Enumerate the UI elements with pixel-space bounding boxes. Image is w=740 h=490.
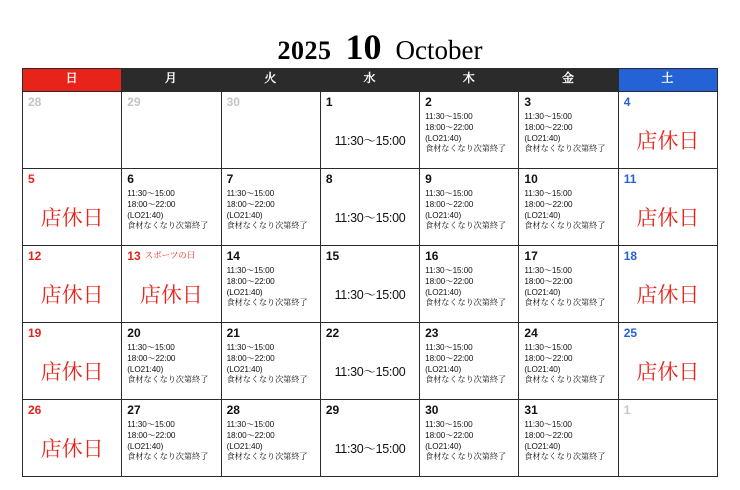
hours-last-order: (LO21:40) (425, 133, 462, 143)
day-number: 13 (127, 249, 141, 263)
calendar-day-cell[interactable] (618, 400, 717, 477)
hours-lunch: 11:30～15:00 (524, 189, 572, 198)
weekday-header-wednesday: 水 (320, 69, 419, 92)
hours-last-order: (LO21:40) (226, 441, 263, 451)
day-number: 7 (226, 172, 234, 186)
hours-lunch: 11:30～15:00 (127, 343, 175, 352)
calendar-day-cell[interactable] (122, 323, 221, 400)
calendar-day-cell[interactable] (519, 246, 618, 323)
day-number: 6 (127, 172, 134, 186)
hours-lunch: 11:30～15:00 (524, 112, 572, 121)
calendar-day-cell[interactable] (23, 246, 122, 323)
holiday-label: スポーツの日 (144, 250, 196, 260)
weekday-header-sunday: 日 (23, 69, 122, 92)
day-number: 28 (28, 95, 42, 109)
hours-lunch: 11:30～15:00 (524, 266, 572, 275)
hours-lunch: 11:30～15:00 (226, 343, 275, 352)
day-number: 30 (425, 403, 439, 417)
lunch-only-hours: 11:30～15:00 (334, 211, 406, 225)
hours-last-order: (LO21:40) (425, 441, 462, 451)
day-number: 17 (524, 249, 538, 263)
hours-note: 食材なくなり次第終了 (425, 221, 507, 231)
calendar-day-cell[interactable] (618, 246, 717, 323)
hours-dinner: 18:00～22:00 (425, 430, 474, 440)
calendar-body (23, 92, 718, 477)
day-number: 2 (425, 95, 432, 109)
day-number: 25 (623, 326, 638, 340)
day-number: 28 (226, 403, 240, 417)
day-number: 9 (425, 172, 432, 186)
hours-dinner: 18:00～22:00 (226, 199, 275, 209)
calendar-day-cell[interactable] (23, 400, 122, 477)
business-hours (420, 419, 518, 463)
calendar-day-cell[interactable] (320, 323, 419, 400)
weekday-header-friday: 金 (519, 69, 618, 92)
hours-lunch: 11:30～15:00 (425, 343, 473, 352)
closed-notice: 店休日 (636, 206, 700, 230)
day-number: 4 (623, 95, 631, 109)
business-hours (420, 265, 518, 309)
calendar-day-cell[interactable] (420, 323, 519, 400)
calendar-week-row (23, 400, 718, 477)
calendar-day-cell[interactable] (618, 92, 717, 169)
hours-note: 食材なくなり次第終了 (226, 298, 308, 308)
day-number: 21 (226, 326, 240, 340)
hours-dinner: 18:00～22:00 (425, 276, 474, 286)
hours-note: 食材なくなり次第終了 (226, 452, 308, 462)
day-number: 22 (325, 326, 340, 340)
business-hours (420, 188, 518, 232)
calendar-day-cell[interactable] (618, 323, 717, 400)
calendar-week-row (23, 169, 718, 246)
lunch-only-hours: 11:30～15:00 (334, 134, 406, 148)
calendar-day-cell[interactable] (420, 400, 519, 477)
calendar-day-cell[interactable] (420, 92, 519, 169)
hours-last-order: (LO21:40) (524, 441, 561, 451)
hours-dinner: 18:00～22:00 (127, 199, 176, 209)
calendar-day-cell[interactable] (221, 92, 320, 169)
hours-note: 食材なくなり次第終了 (524, 221, 606, 231)
day-number: 24 (524, 326, 538, 340)
hours-last-order: (LO21:40) (425, 287, 462, 297)
day-number: 29 (325, 403, 340, 417)
day-number: 27 (127, 403, 141, 417)
hours-note: 食材なくなり次第終了 (524, 452, 606, 462)
hours-lunch: 11:30～15:00 (226, 420, 275, 429)
hours-lunch: 11:30～15:00 (425, 189, 473, 198)
hours-last-order: (LO21:40) (524, 364, 561, 374)
calendar-day-cell[interactable] (221, 323, 320, 400)
business-hours (122, 419, 220, 463)
title-month-number: 10 (345, 27, 382, 67)
day-number: 1 (325, 95, 333, 109)
weekday-header-row (23, 69, 718, 92)
day-number: 12 (28, 249, 42, 263)
hours-last-order: (LO21:40) (226, 364, 263, 374)
business-hours (222, 188, 320, 232)
weekday-header-thursday: 木 (420, 69, 519, 92)
calendar-day-cell[interactable] (23, 323, 122, 400)
calendar-day-cell[interactable] (221, 400, 320, 477)
hours-note: 食材なくなり次第終了 (127, 375, 209, 385)
lunch-only-hours: 11:30～15:00 (334, 288, 406, 302)
day-number: 29 (127, 95, 141, 109)
closed-notice: 店休日 (636, 360, 700, 384)
hours-last-order: (LO21:40) (524, 287, 561, 297)
calendar-day-cell[interactable] (122, 169, 221, 246)
business-hours (122, 342, 220, 386)
business-hours (222, 342, 320, 386)
calendar-day-cell[interactable] (320, 400, 419, 477)
hours-last-order: (LO21:40) (226, 287, 263, 297)
hours-last-order: (LO21:40) (524, 210, 561, 220)
hours-last-order: (LO21:40) (127, 364, 164, 374)
hours-note: 食材なくなり次第終了 (524, 375, 606, 385)
calendar-week-row (23, 92, 718, 169)
closed-notice: 店休日 (40, 283, 104, 307)
hours-dinner: 18:00～22:00 (524, 199, 573, 209)
hours-last-order: (LO21:40) (127, 210, 164, 220)
hours-note: 食材なくなり次第終了 (226, 375, 308, 385)
calendar-day-cell[interactable] (519, 400, 618, 477)
hours-dinner: 18:00～22:00 (425, 199, 474, 209)
hours-dinner: 18:00～22:00 (226, 430, 275, 440)
calendar-week-row (23, 246, 718, 323)
hours-last-order: (LO21:40) (425, 364, 462, 374)
hours-lunch: 11:30～15:00 (524, 420, 572, 429)
hours-dinner: 18:00～22:00 (127, 353, 176, 363)
hours-lunch: 11:30～15:00 (524, 343, 572, 352)
lunch-only-hours: 11:30～15:00 (334, 365, 406, 379)
calendar-day-cell[interactable] (122, 92, 221, 169)
calendar-day-cell[interactable] (122, 400, 221, 477)
day-number: 19 (28, 326, 42, 340)
hours-note: 食材なくなり次第終了 (524, 144, 606, 154)
calendar-day-cell[interactable] (320, 92, 419, 169)
calendar-day-cell[interactable] (519, 92, 618, 169)
title-month-name: October (395, 35, 483, 65)
hours-lunch: 11:30～15:00 (127, 420, 175, 429)
day-number: 15 (325, 249, 340, 263)
weekday-header-monday: 月 (122, 69, 221, 92)
hours-dinner: 18:00～22:00 (524, 353, 573, 363)
hours-lunch: 11:30～15:00 (425, 420, 473, 429)
closed-notice: 店休日 (139, 283, 203, 307)
calendar-day-cell[interactable] (221, 169, 320, 246)
day-number: 18 (623, 249, 638, 263)
hours-dinner: 18:00～22:00 (127, 430, 176, 440)
hours-dinner: 18:00～22:00 (226, 353, 275, 363)
calendar-day-cell[interactable] (221, 246, 320, 323)
day-number: 26 (28, 403, 42, 417)
hours-lunch: 11:30～15:00 (226, 189, 275, 198)
day-number: 3 (524, 95, 532, 109)
business-hours (420, 111, 518, 155)
calendar-day-cell[interactable] (519, 323, 618, 400)
calendar-day-cell[interactable] (320, 169, 419, 246)
business-hours (222, 419, 320, 463)
hours-dinner: 18:00～22:00 (524, 276, 573, 286)
calendar-day-cell[interactable] (23, 92, 122, 169)
hours-note: 食材なくなり次第終了 (425, 298, 507, 308)
closed-notice: 店休日 (40, 360, 104, 384)
business-hours (420, 342, 518, 386)
calendar-week-row (23, 323, 718, 400)
hours-lunch: 11:30～15:00 (127, 189, 175, 198)
hours-dinner: 18:00～22:00 (226, 276, 275, 286)
closed-notice: 店休日 (636, 283, 700, 307)
day-number: 16 (425, 249, 439, 263)
hours-note: 食材なくなり次第終了 (425, 375, 507, 385)
hours-note: 食材なくなり次第終了 (127, 452, 209, 462)
hours-note: 食材なくなり次第終了 (524, 298, 606, 308)
calendar-day-cell[interactable] (23, 169, 122, 246)
calendar-day-cell[interactable] (420, 169, 519, 246)
hours-last-order: (LO21:40) (226, 210, 263, 220)
weekday-header-saturday: 土 (618, 69, 717, 92)
business-hours (519, 342, 617, 386)
hours-lunch: 11:30～15:00 (425, 112, 473, 121)
hours-note: 食材なくなり次第終了 (425, 144, 507, 154)
lunch-only-hours: 11:30～15:00 (334, 442, 406, 456)
day-number: 5 (28, 172, 35, 186)
hours-dinner: 18:00～22:00 (524, 430, 573, 440)
calendar-day-cell[interactable] (618, 169, 717, 246)
hours-dinner: 18:00～22:00 (425, 122, 474, 132)
calendar-day-cell[interactable] (122, 246, 221, 323)
hours-dinner: 18:00～22:00 (524, 122, 573, 132)
title-year: 2025 (277, 36, 332, 65)
hours-note: 食材なくなり次第終了 (425, 452, 507, 462)
business-hours (222, 265, 320, 309)
calendar-title (0, 0, 740, 78)
day-number: 10 (524, 172, 538, 186)
hours-last-order: (LO21:40) (524, 133, 561, 143)
hours-lunch: 11:30～15:00 (226, 266, 275, 275)
calendar-day-cell[interactable] (320, 246, 419, 323)
hours-lunch: 11:30～15:00 (425, 266, 473, 275)
hours-note: 食材なくなり次第終了 (127, 221, 209, 231)
closed-notice: 店休日 (40, 206, 104, 230)
hours-last-order: (LO21:40) (127, 441, 164, 451)
day-number: 30 (226, 95, 240, 109)
hours-dinner: 18:00～22:00 (425, 353, 474, 363)
day-number: 11 (623, 172, 637, 186)
business-hours (519, 188, 617, 232)
business-hours (519, 419, 617, 463)
day-number: 23 (425, 326, 439, 340)
day-number: 1 (623, 403, 631, 417)
day-number: 14 (226, 249, 240, 263)
closed-notice: 店休日 (40, 437, 104, 461)
closed-notice: 店休日 (636, 129, 700, 153)
calendar-day-cell[interactable] (420, 246, 519, 323)
day-number: 31 (524, 403, 538, 417)
hours-last-order: (LO21:40) (425, 210, 462, 220)
calendar-table (22, 68, 718, 477)
hours-note: 食材なくなり次第終了 (226, 221, 308, 231)
day-number: 8 (325, 172, 333, 186)
calendar-day-cell[interactable] (519, 169, 618, 246)
business-hours (122, 188, 220, 232)
weekday-header-tuesday: 火 (221, 69, 320, 92)
day-number: 20 (127, 326, 141, 340)
business-hours (519, 111, 617, 155)
business-hours (519, 265, 617, 309)
